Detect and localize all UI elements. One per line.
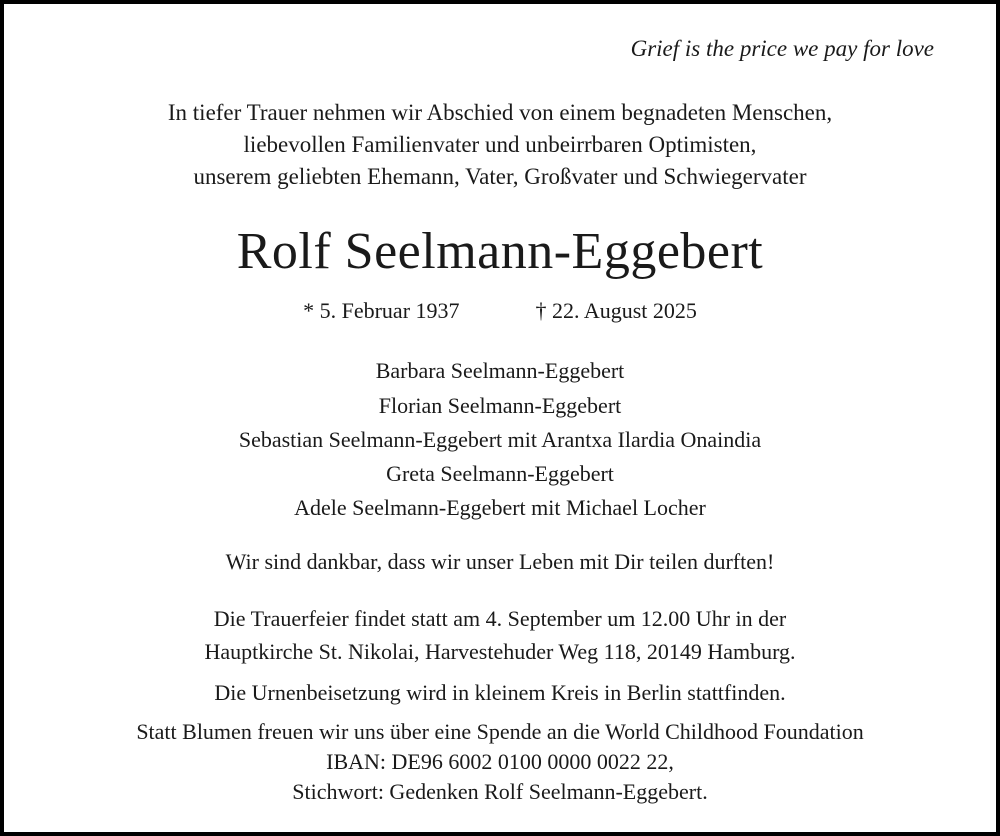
mourner-name: Greta Seelmann-Eggebert <box>386 461 614 486</box>
epigraph-quote: Grief is the price we pay for love <box>630 36 934 61</box>
ceremony-line-1: Die Trauerfeier findet statt am 4. September um 12.00 Uhr in der <box>213 606 787 631</box>
deceased-name: Rolf Seelmann-Eggebert <box>236 223 764 280</box>
mourner-name: Adele Seelmann-Eggebert mit Michael Locher <box>294 495 706 520</box>
mourner-name: Florian Seelmann-Eggebert <box>378 393 622 418</box>
death-date: † 22. August 2025 <box>535 298 697 323</box>
donation-keyword: Stichwort: Gedenken Rolf Seelmann-Eggebert. <box>292 779 708 804</box>
burial-line: Die Urnenbeisetzung wird in kleinem Kreis in Berlin stattfinden. <box>214 680 786 705</box>
intro-line-1: In tiefer Trauer nehmen wir Abschied von einem begnadeten Menschen, <box>167 100 833 125</box>
gratitude-line: Wir sind dankbar, dass wir unser Leben mit Dir teilen durften! <box>225 549 775 574</box>
mourner-name: Sebastian Seelmann-Eggebert mit Arantxa Ilardia Onaindia <box>238 427 762 452</box>
intro-line-3: unserem geliebten Ehemann, Vater, Großvater und Schwiegervater <box>193 164 807 189</box>
intro-line-2: liebevollen Familienvater und unbeirrbaren Optimisten, <box>243 132 757 157</box>
birth-date: * 5. Februar 1937 <box>303 298 460 323</box>
ceremony-line-2: Hauptkirche St. Nikolai, Harvestehuder Weg 118, 20149 Hamburg. <box>204 639 796 664</box>
donation-iban: IBAN: DE96 6002 0100 0000 0022 22, <box>326 749 674 774</box>
donation-line-1: Statt Blumen freuen wir uns über eine Spende an die World Childhood Foundation <box>136 719 864 744</box>
life-dates <box>4 298 996 324</box>
mourner-name: Barbara Seelmann-Eggebert <box>375 358 625 383</box>
